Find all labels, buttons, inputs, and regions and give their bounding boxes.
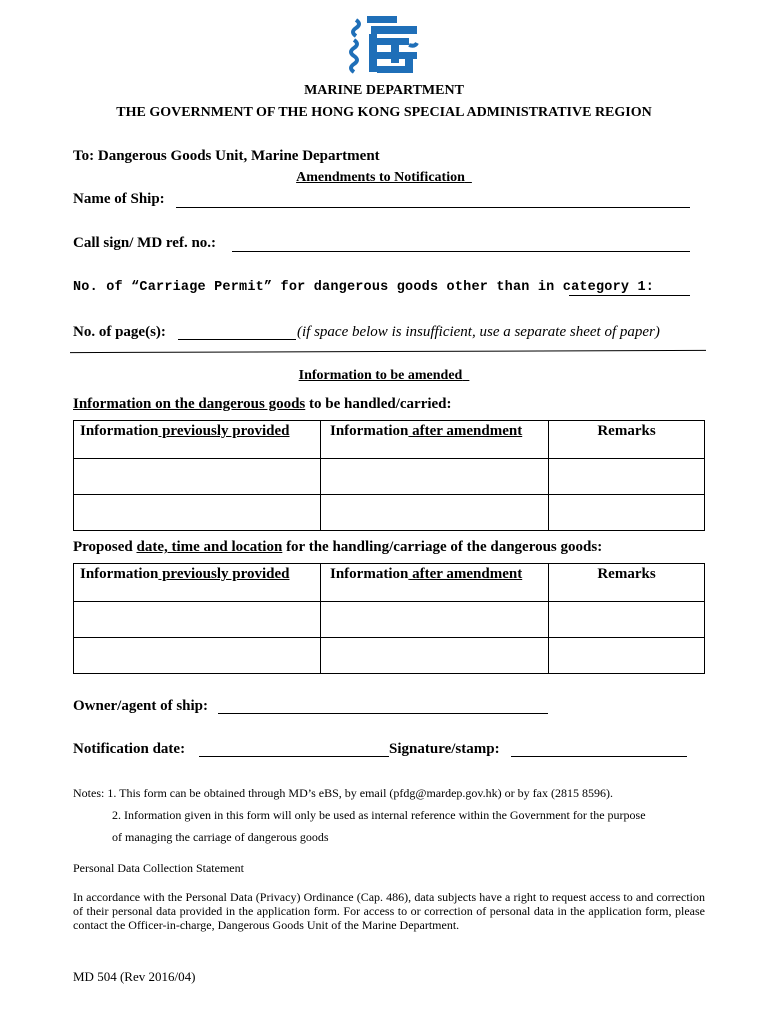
name-of-ship-label: Name of Ship: <box>73 191 165 207</box>
carriage-permit-field[interactable] <box>569 282 690 296</box>
table-cell[interactable] <box>549 459 705 495</box>
table-cell[interactable] <box>321 638 549 674</box>
pages-label: No. of page(s): <box>73 324 166 340</box>
col-previously-provided: Information previously provided <box>74 421 321 459</box>
table-cell[interactable] <box>74 459 321 495</box>
owner-label: Owner/agent of ship: <box>73 698 208 714</box>
government-heading: THE GOVERNMENT OF THE HONG KONG SPECIAL ADMINISTRATIVE REGION <box>116 105 652 120</box>
table-cell[interactable] <box>74 638 321 674</box>
date-heading-rest: for the handling/carriage of the dangerous goods: <box>282 539 603 555</box>
col-remarks: Remarks <box>549 421 705 459</box>
table-cell[interactable] <box>74 602 321 638</box>
form-title <box>0 170 768 186</box>
goods-amendment-table <box>73 420 705 531</box>
table-cell[interactable] <box>321 602 549 638</box>
table-row <box>74 495 705 531</box>
col-after-amendment: Information after amendment <box>321 564 549 602</box>
form-title-text: Amendments to Notification <box>296 170 465 185</box>
owner-field[interactable] <box>218 699 548 714</box>
note-2-line-1: 2. Information given in this form will only be used as internal reference within the Government for the purpose <box>112 808 646 822</box>
table-cell[interactable] <box>321 459 549 495</box>
col-after-amendment: Information after amendment <box>321 421 549 459</box>
table-row <box>74 459 705 495</box>
section-title <box>0 368 768 384</box>
goods-heading-underlined: Information on the dangerous goods <box>73 396 306 412</box>
marine-department-logo <box>347 14 423 80</box>
pages-field[interactable] <box>178 325 296 340</box>
call-sign-field[interactable] <box>232 236 690 252</box>
table-cell[interactable] <box>549 495 705 531</box>
section-divider <box>70 350 706 353</box>
col-previously-provided: Information previously provided <box>74 564 321 602</box>
date-heading-prefix: Proposed <box>73 539 137 555</box>
table-cell[interactable] <box>549 602 705 638</box>
signature-label: Signature/stamp: <box>389 741 500 757</box>
call-sign-label: Call sign/ MD ref. no.: <box>73 235 217 251</box>
note-1: Notes: 1. This form can be obtained through MD’s eBS, by email (pfdg@mardep.gov.hk) or by fax (2815 8596). <box>73 786 613 800</box>
table-cell[interactable] <box>549 638 705 674</box>
goods-heading <box>73 396 452 413</box>
table-row <box>74 602 705 638</box>
carriage-permit-label: No. of “Carriage Permit” for dangerous goods other than in category 1: <box>73 280 655 295</box>
pages-note: (if space below is insufficient, use a separate sheet of paper) <box>297 324 660 340</box>
name-of-ship-field[interactable] <box>176 192 690 208</box>
table-cell[interactable] <box>321 495 549 531</box>
date-heading-underlined: date, time and location <box>136 539 283 555</box>
table-row <box>74 638 705 674</box>
department-heading: MARINE DEPARTMENT <box>304 83 464 98</box>
date-heading <box>73 539 602 556</box>
date-amendment-table <box>73 563 705 674</box>
table-cell[interactable] <box>74 495 321 531</box>
table-header-row <box>74 421 705 459</box>
signature-field[interactable] <box>511 742 687 757</box>
pdcs-body: In accordance with the Personal Data (Privacy) Ordinance (Cap. 486), data subjects have a right to request access to and correction of their personal data provided in the application form. For access to or correction of personal data in the application form, please contact the Officer-in-charge, Dangerous Goods Unit of the Marine Department. <box>73 890 705 932</box>
notification-date-label: Notification date: <box>73 741 186 757</box>
recipient-line: To: Dangerous Goods Unit, Marine Department <box>73 148 380 164</box>
section-title-text: Information to be amended <box>298 368 463 383</box>
notification-date-field[interactable] <box>199 742 389 757</box>
table-header-row <box>74 564 705 602</box>
goods-heading-rest: to be handled/carried: <box>305 396 452 412</box>
note-2-line-2: of managing the carriage of dangerous goods <box>112 830 329 844</box>
form-code: MD 504 (Rev 2016/04) <box>73 969 196 984</box>
pdcs-title: Personal Data Collection Statement <box>73 861 244 875</box>
col-remarks: Remarks <box>549 564 705 602</box>
